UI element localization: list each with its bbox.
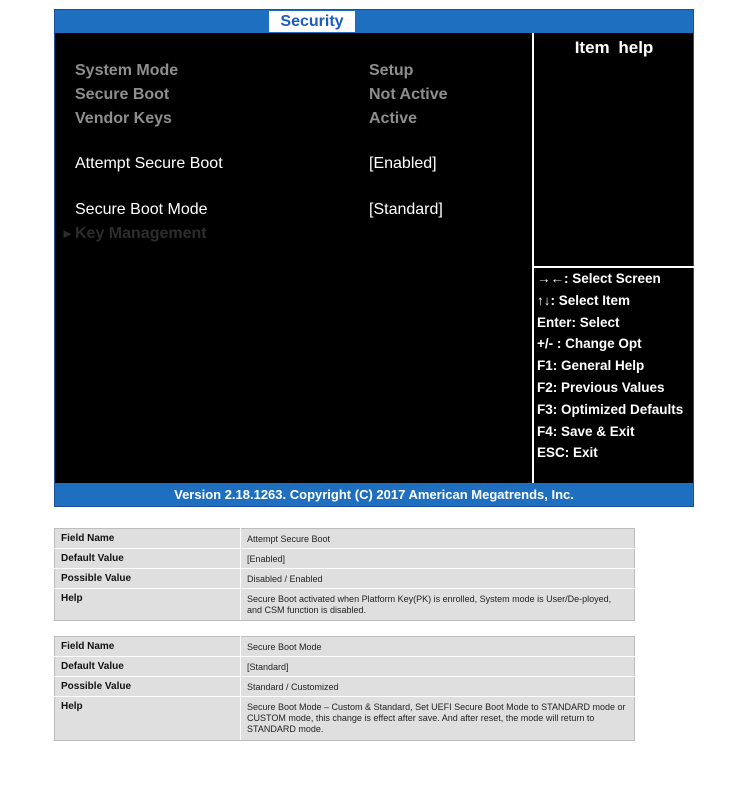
secure-boot-mode-label[interactable]: Secure Boot Mode <box>75 201 208 218</box>
key-legend <box>537 268 683 464</box>
bios-footer: Version 2.18.1263. Copyright (C) 2017 American Megatrends, Inc. <box>55 483 693 506</box>
help-value: Secure Boot Mode – Custom & Standard, Set UEFI Secure Boot Mode to STANDARD mode or CUSTOM mode, this change is effect after save. And after reset, the mode will return to STANDARD mode. <box>241 697 635 741</box>
table-row <box>55 529 635 549</box>
attempt-secure-boot-value[interactable]: [Enabled] <box>369 155 437 172</box>
key-hint-esc-exit: ESC: Exit <box>537 445 598 461</box>
help-label: Help <box>55 589 241 621</box>
field-table-attempt-secure-boot <box>54 528 635 621</box>
key-hint-enter: Enter: Select <box>537 314 620 330</box>
possible-value-label: Possible Value <box>55 569 241 589</box>
bios-tab-bar <box>55 10 693 33</box>
possible-value-value: Standard / Customized <box>241 677 635 697</box>
submenu-arrow-icon: ► <box>61 226 74 241</box>
key-hint-general-help: F1: General Help <box>537 358 645 374</box>
table-row <box>55 677 635 697</box>
table-row <box>55 589 635 621</box>
help-label: Help <box>55 697 241 741</box>
secure-boot-label: Secure Boot <box>75 86 170 103</box>
key-hint-change-opt: +/- : Change Opt <box>537 336 642 352</box>
help-value: Secure Boot activated when Platform Key(PK) is enrolled, System mode is User/De-ployed, and CSM function is disabled. <box>241 589 635 621</box>
field-table-secure-boot-mode <box>54 636 635 741</box>
table-row <box>55 697 635 741</box>
field-name-value: Secure Boot Mode <box>241 637 635 657</box>
table-row <box>55 657 635 677</box>
table-row <box>55 637 635 657</box>
field-name-label: Field Name <box>55 529 241 549</box>
key-management-item[interactable]: Key Management <box>75 225 207 242</box>
vendor-keys-label: Vendor Keys <box>75 110 172 127</box>
secure-boot-mode-value[interactable]: [Standard] <box>369 201 443 218</box>
default-value-value: [Enabled] <box>241 549 635 569</box>
help-panel-divider <box>532 33 534 484</box>
table-row <box>55 549 635 569</box>
key-hint-previous-values: F2: Previous Values <box>537 379 665 395</box>
secure-boot-value: Not Active <box>369 86 448 103</box>
key-hint-select-item: ↑↓: Select Item <box>537 292 631 308</box>
default-value-label: Default Value <box>55 549 241 569</box>
key-hint-select-screen: →←: Select Screen <box>537 271 661 286</box>
possible-value-label: Possible Value <box>55 677 241 697</box>
item-help-title: Item help <box>574 38 654 57</box>
attempt-secure-boot-label[interactable]: Attempt Secure Boot <box>75 155 223 172</box>
bios-screen <box>54 9 694 507</box>
vendor-keys-value: Active <box>369 110 418 127</box>
default-value-value: [Standard] <box>241 657 635 677</box>
field-name-value: Attempt Secure Boot <box>241 529 635 549</box>
field-name-label: Field Name <box>55 637 241 657</box>
key-hint-optimized-defaults: F3: Optimized Defaults <box>537 401 684 417</box>
possible-value-value: Disabled / Enabled <box>241 569 635 589</box>
system-mode-value: Setup <box>369 62 414 79</box>
default-value-label: Default Value <box>55 657 241 677</box>
tab-security[interactable]: Security <box>269 11 355 32</box>
key-hint-save-exit: F4: Save & Exit <box>537 423 635 439</box>
table-row <box>55 569 635 589</box>
system-mode-label: System Mode <box>75 62 179 79</box>
